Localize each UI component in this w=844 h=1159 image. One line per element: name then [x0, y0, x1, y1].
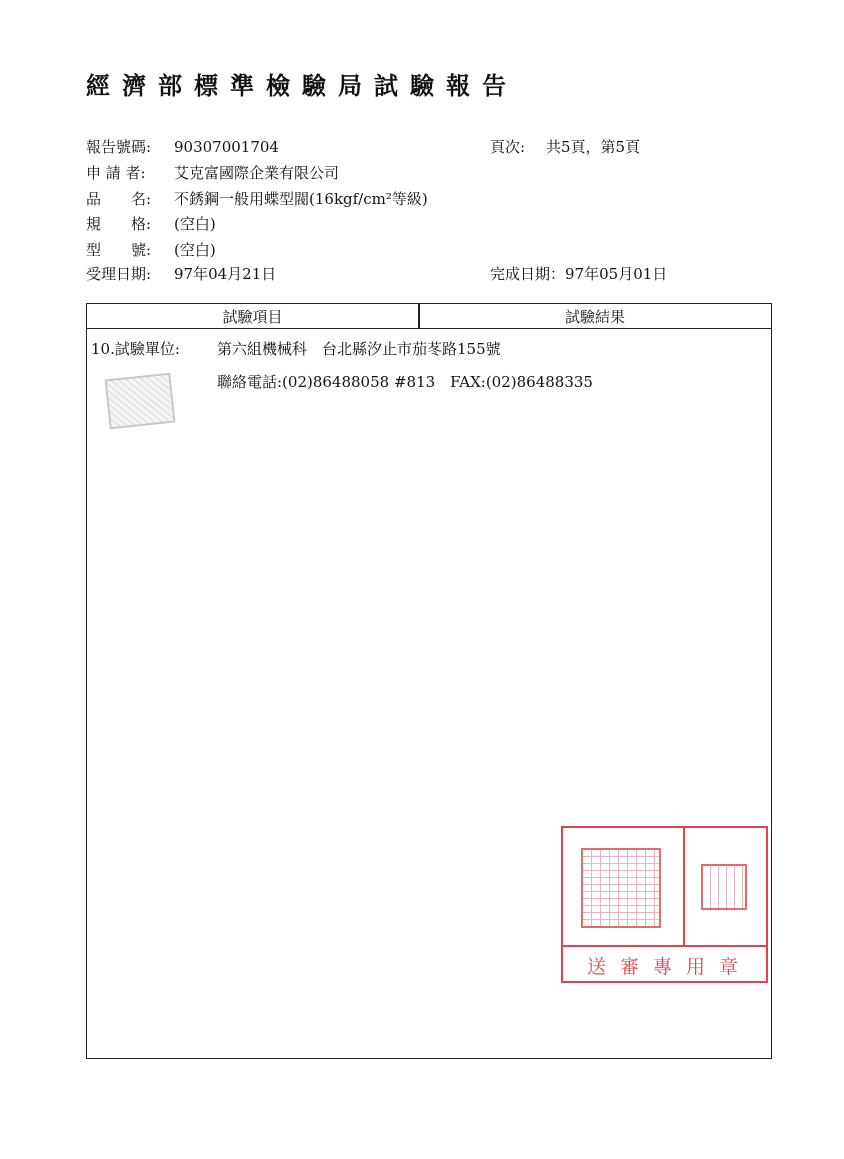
- stamp-divider: [563, 945, 766, 947]
- page-info: [490, 136, 640, 157]
- faded-seal-icon: [105, 373, 176, 430]
- contact-info: 聯絡電話:(02)86488058 #813 FAX:(02)86488335: [217, 373, 593, 391]
- report-number-label: 報告號碼:: [86, 138, 152, 156]
- stamp-label: 送審專用章: [586, 956, 752, 978]
- model-value: (空白): [174, 241, 216, 259]
- specification: [86, 213, 216, 234]
- page-value: 共5頁，第5頁: [546, 138, 641, 156]
- completed-value: 97年05月01日: [565, 265, 668, 283]
- spec-label: 規 格:: [86, 215, 152, 233]
- report-number-value: 90307001704: [174, 138, 279, 156]
- personal-seal-icon: [701, 864, 747, 910]
- applicant-value: 艾克富國際企業有限公司: [174, 164, 340, 182]
- report-number: [86, 136, 279, 157]
- completed-label: 完成日期：: [490, 265, 566, 283]
- page-label: 頁次:: [490, 138, 526, 156]
- header-test-result: 試驗結果: [564, 308, 625, 326]
- product-label: 品 名:: [86, 190, 152, 208]
- document-title: 經濟部標準檢驗局試驗報告: [86, 72, 518, 100]
- received-label: 受理日期:: [86, 265, 152, 283]
- spec-value: (空白): [174, 215, 216, 233]
- table-header: [87, 304, 771, 329]
- applicant: [86, 162, 339, 183]
- unit-label: 10.試驗單位:: [91, 340, 180, 358]
- review-stamp: [561, 826, 768, 983]
- applicant-label: 申 請 者:: [86, 164, 146, 182]
- completed-date: [490, 263, 667, 284]
- received-date: [86, 263, 276, 284]
- product-name: [86, 188, 428, 209]
- model: [86, 239, 216, 260]
- header-test-item: 試驗項目: [222, 308, 283, 326]
- product-value: 不銹鋼一般用蝶型閥(16kgf/cm²等級): [174, 190, 428, 208]
- model-label: 型 號:: [86, 241, 152, 259]
- received-value: 97年04月21日: [174, 265, 277, 283]
- unit-value: 第六組機械科 台北縣汐止市茄苳路155號: [217, 340, 501, 358]
- company-seal-icon: [581, 848, 661, 928]
- stamp-divider: [683, 828, 685, 945]
